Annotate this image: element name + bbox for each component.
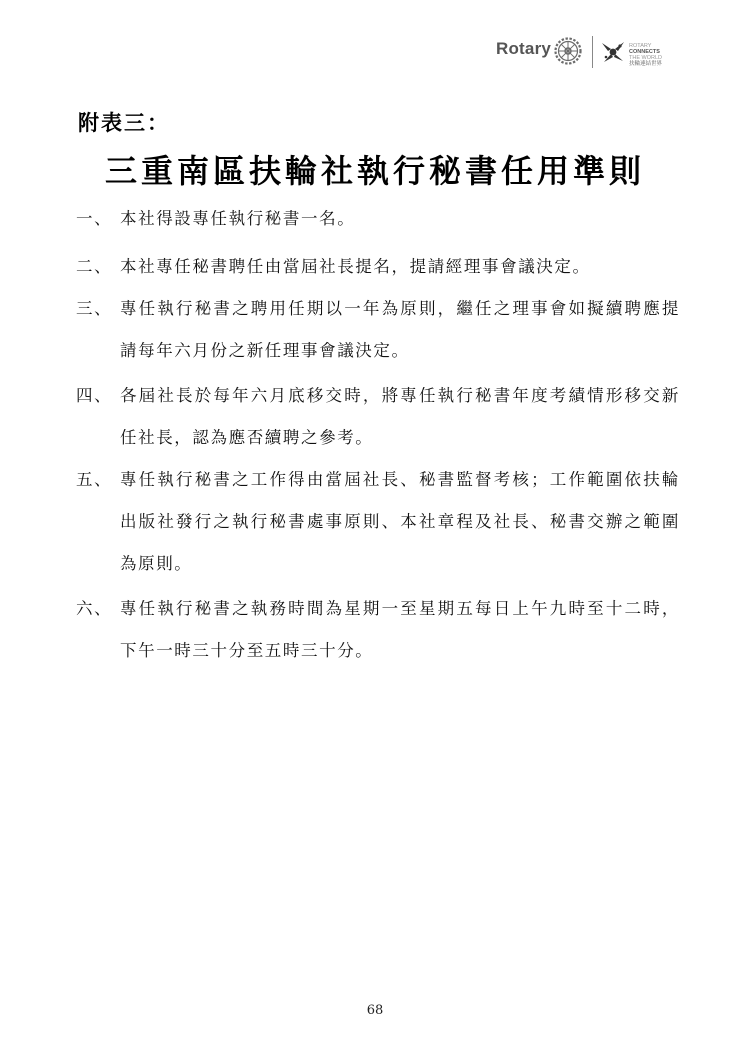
- rule-number: 六、: [76, 599, 113, 618]
- connects-line-4: 扶輪連結世界: [629, 61, 663, 67]
- rule-number: 五、: [76, 470, 113, 489]
- page-number: 68: [366, 1003, 384, 1018]
- rule-item-4: [76, 375, 680, 459]
- rule-number: 一、: [76, 209, 113, 228]
- rule-text: 本社專任秘書聘任由當屆社長提名，提請經理事會議決定。: [120, 257, 591, 276]
- rule-text: 專任執行秘書之工作得由當屆社長、秘書監督考核；工作範圍依扶輪出版社發行之執行秘書處事原則、本社章程及社長、秘書交辦之範圍為原則。: [120, 470, 680, 573]
- rotary-connects-emblem-icon: [598, 37, 628, 67]
- rule-text: 專任執行秘書之執務時間為星期一至星期五每日上午九時至十二時，下午一時三十分至五時三十分。: [120, 599, 680, 660]
- rotary-connects-text: [629, 43, 662, 67]
- rule-item-6: [76, 588, 680, 672]
- header-logos: [496, 36, 676, 76]
- rule-text: 本社得設專任執行秘書一名。: [120, 209, 356, 228]
- appendix-label: 附表三：: [78, 110, 170, 135]
- document-title: 三重南區扶輪社執行秘書任用準則: [104, 152, 645, 190]
- rule-number: 二、: [76, 257, 113, 276]
- rule-item-5: [76, 459, 680, 585]
- connects-line-1: ROTARY: [629, 43, 652, 49]
- rule-number: 四、: [76, 386, 113, 405]
- rotary-wheel-icon: [553, 36, 583, 66]
- rule-number: 三、: [76, 299, 113, 318]
- rule-item-1: [76, 198, 680, 240]
- rule-text: 專任執行秘書之聘用任期以一年為原則，繼任之理事會如擬續聘應提請每年六月份之新任理事會議決定。: [120, 299, 680, 360]
- rule-item-2: [76, 246, 680, 288]
- rule-text: 各屆社長於每年六月底移交時，將專任執行秘書年度考績情形移交新任社長，認為應否續聘之參考。: [120, 386, 680, 447]
- rotary-logo-text: Rotary: [496, 39, 552, 58]
- rule-item-3: [76, 288, 680, 372]
- connects-line-3: THE WORLD: [629, 55, 662, 61]
- connects-line-2: CONNECTS: [629, 49, 660, 55]
- logo-divider: [592, 36, 593, 68]
